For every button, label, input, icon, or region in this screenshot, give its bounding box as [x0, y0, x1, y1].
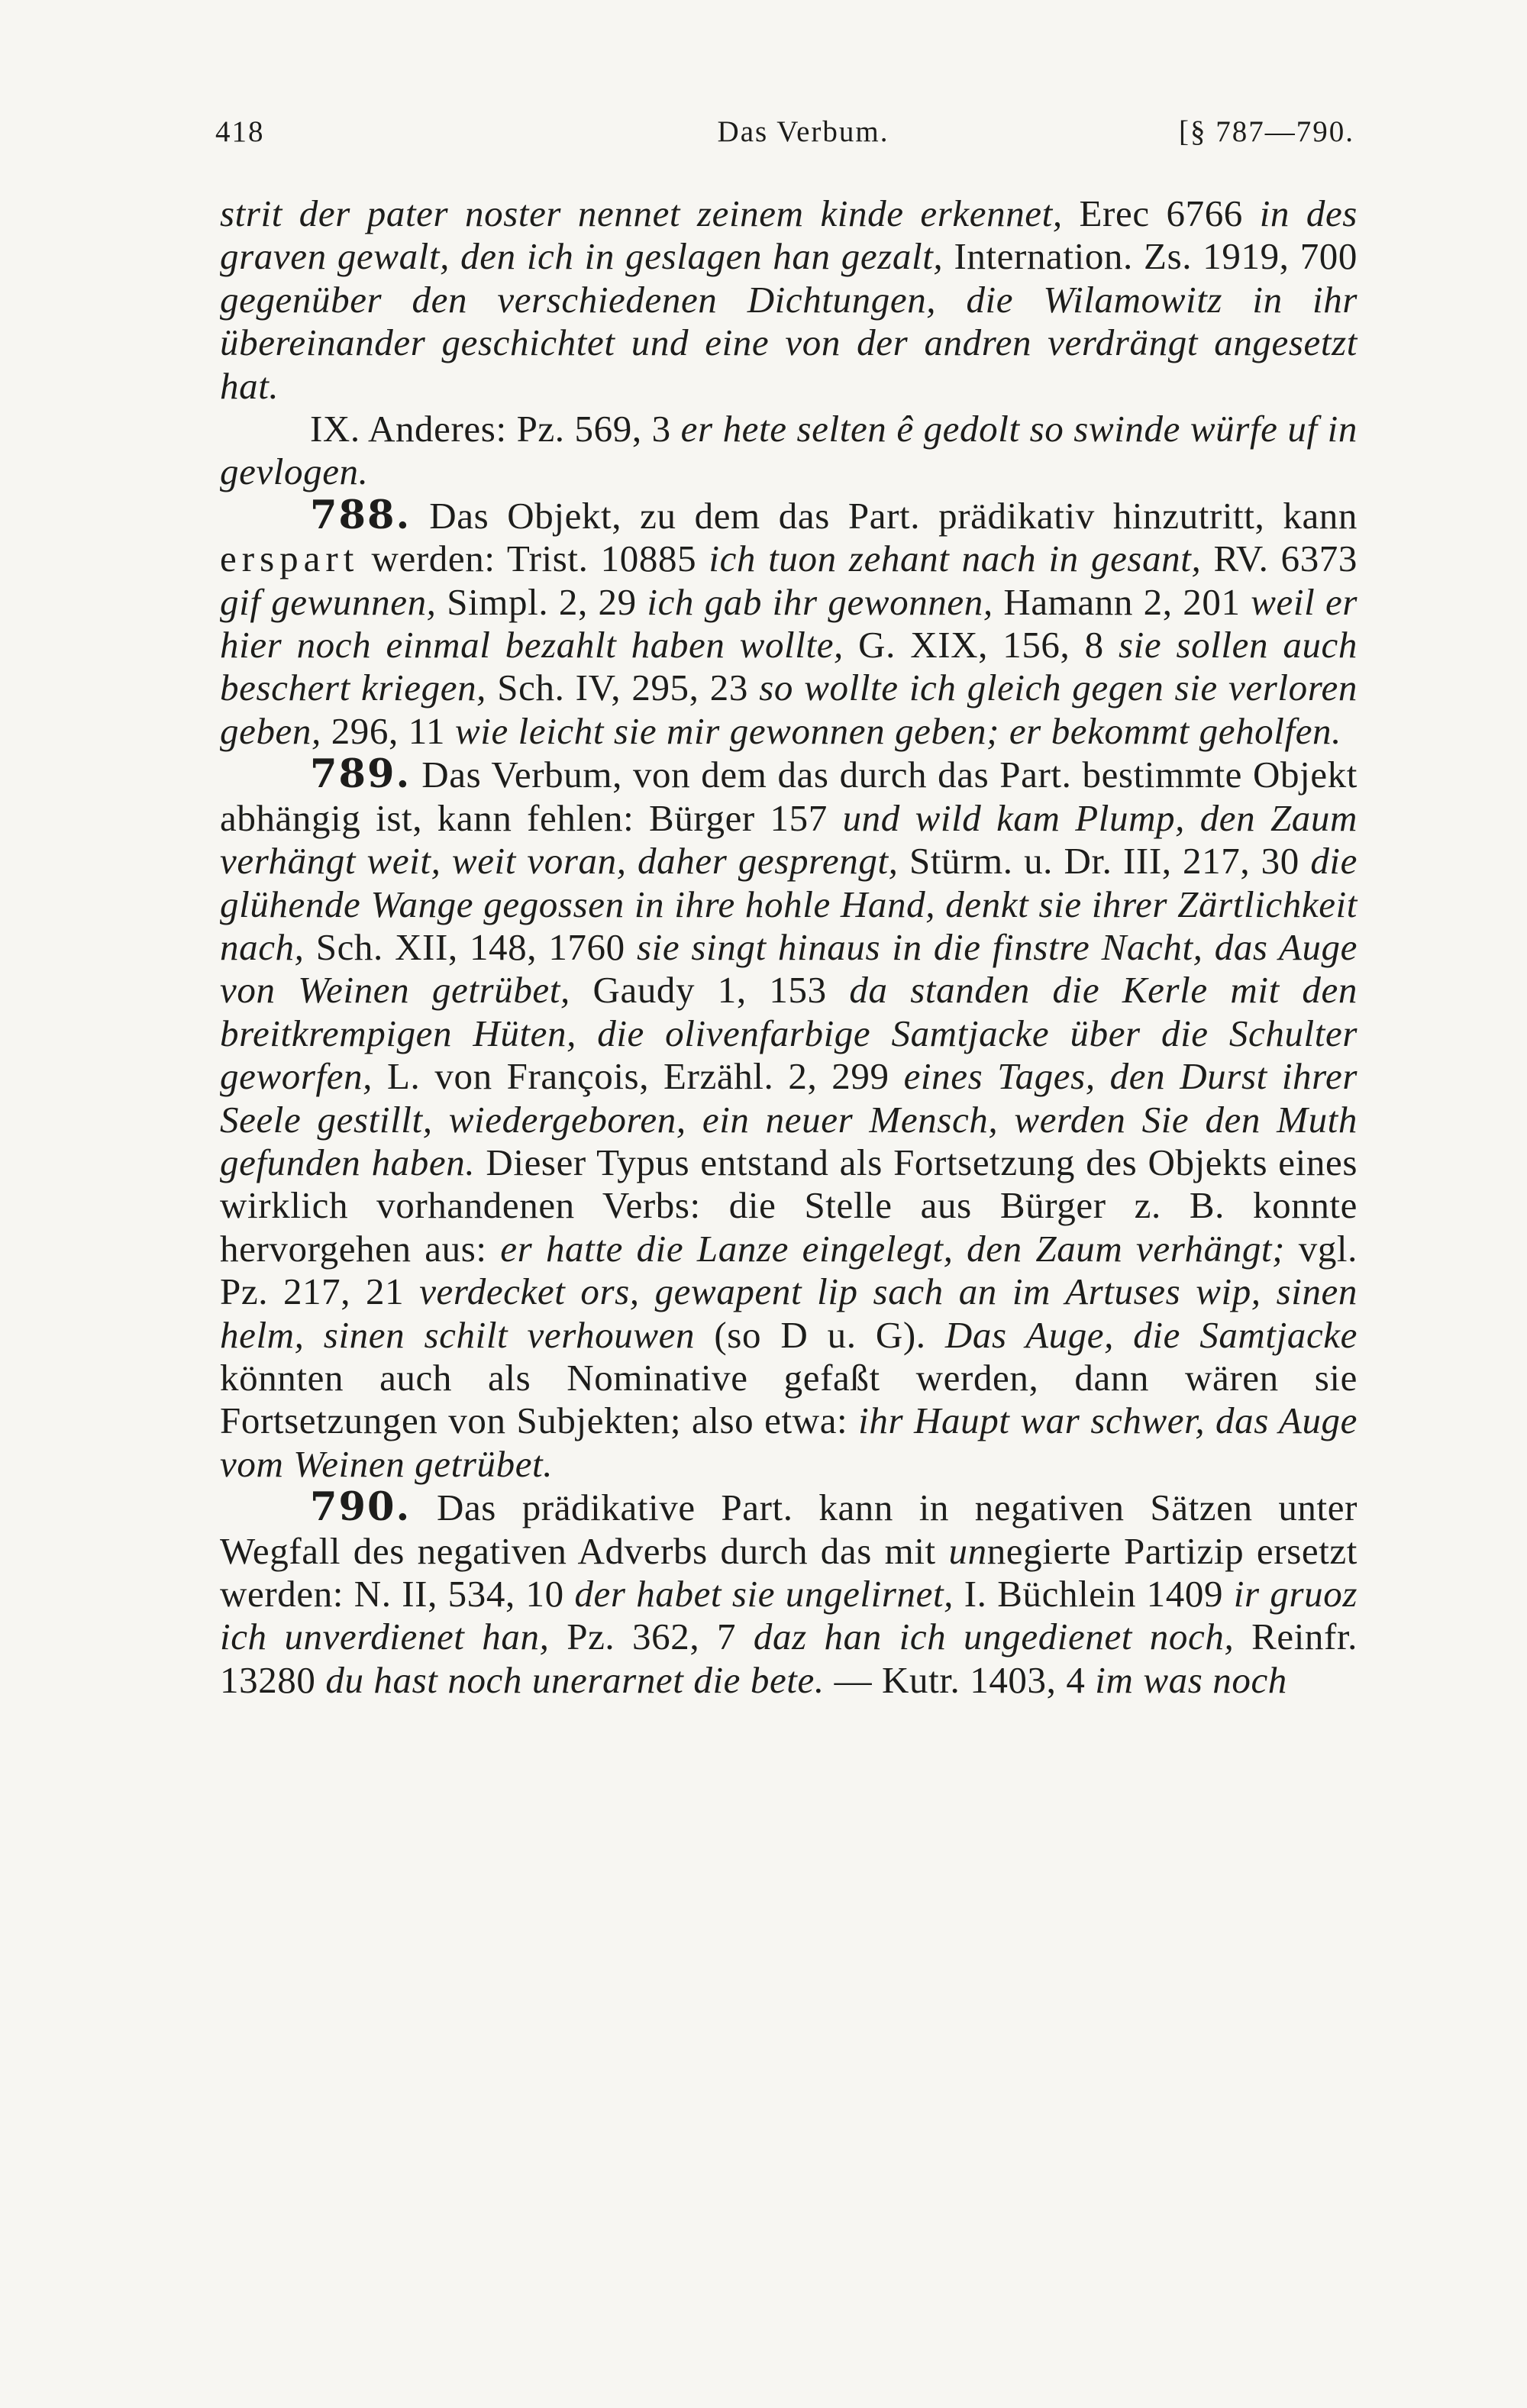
italic-quotation: gegenüber den verschiedenen Dichtungen, die Wilamowitz in ihr übereinander geschichtet und eine von der andren verdrängt angesetzt hat. — [220, 278, 1358, 407]
section-number: 789. — [310, 751, 412, 798]
italic-quotation: da standen die Kerle mit den breitkrempigen Hüten, die olivenfarbige Samtjacke über die Schulter geworfen, — [220, 969, 1358, 1098]
text-run: Internation. Zs. 1919, 700 — [943, 235, 1358, 278]
italic-quotation: im was noch — [1095, 1658, 1287, 1701]
italic-quotation: du hast noch unerarnet die bete. — [325, 1658, 825, 1701]
text-run: Dieser Typus entstand als Fortsetzung des Objekts eines wirklich vorhandenen Verbs: die Stelle aus Bürger z. B. konnte hervorgehen aus: — [220, 1141, 1358, 1270]
italic-quotation: ir gruoz ich unverdienet han, — [220, 1573, 1358, 1658]
text-run: I. Büchlein 1409 — [954, 1573, 1234, 1615]
text-run: Hamann 2, 201 — [993, 580, 1251, 623]
italic-quotation: strit der pater noster nennet zeinem kinde erkennet, — [220, 192, 1063, 234]
italic-quotation: eines Tages, den Durst ihrer Seele gestillt, wiedergeboren, ein neuer Mensch, werden Sie den Muth gefunden haben. — [220, 1055, 1358, 1183]
paragraph-790 — [220, 1486, 1358, 1702]
italic-quotation: die glühende Wange gegossen in ihre hohle Hand, denkt sie ihrer Zärtlichkeit nach, — [220, 840, 1358, 968]
text-run: (so D u. G). — [695, 1313, 945, 1356]
body-text — [220, 192, 1358, 1702]
text-run: Sch. XII, 148, 1760 — [304, 925, 637, 968]
italic-quotation: sie singt hinaus in die finstre Nacht, das Auge von Weinen getrübet, — [220, 925, 1358, 1012]
paragraph-789 — [220, 753, 1358, 1486]
italic-quotation: er hatte die Lanze eingelegt, den Zaum verhängt; — [500, 1227, 1286, 1270]
text-run: Erec 6766 — [1062, 192, 1260, 234]
text-run: Pz. 362, 7 — [549, 1616, 754, 1658]
italic-quotation: ihr Haupt war schwer, das Auge vom Weinen getrübet. — [220, 1399, 1358, 1485]
running-head — [215, 115, 1354, 160]
italic-quotation: und wild kam Plump, den Zaum verhängt weit, weit voran, daher gesprengt, — [220, 796, 1358, 883]
italic-quotation: Das Auge, die Samtjacke — [944, 1313, 1358, 1356]
paragraph-788 — [220, 494, 1358, 753]
paragraph-continuation — [220, 192, 1358, 408]
italic-quotation: er hete selten ê gedolt so swinde würfe uf in gevlogen. — [220, 408, 1358, 493]
text-run: Gaudy 1, 153 — [570, 969, 850, 1012]
italic-quotation: sie sollen auch beschert kriegen, — [220, 624, 1358, 709]
text-run: G. XIX, 156, 8 — [843, 624, 1119, 667]
text-run: RV. 6373 — [1201, 537, 1358, 580]
text-run: Stürm. u. Dr. III, 217, 30 — [898, 840, 1311, 883]
italic-quotation: wie leicht sie mir gewonnen geben; er bekommt geholfen. — [454, 709, 1342, 752]
italic-quotation: in des graven gewalt, den ich in geslagen han gezalt, — [220, 192, 1358, 278]
page-number: 418 — [215, 115, 265, 148]
italic-quotation: ich gab ihr gewonnen, — [647, 580, 993, 623]
text-run: Reinfr. 13280 — [220, 1616, 1358, 1701]
running-title: Das Verbum. — [717, 115, 889, 148]
section-number: 788. — [310, 492, 412, 538]
italic-quotation: verdecket ors, gewapent lip sach an im Artuses wip, sinen helm, sinen schilt verhouwen — [220, 1270, 1358, 1356]
text-run: Das Verbum, von dem das durch das Part. bestimmte Objekt abhängig ist, kann fehlen: Bürger 157 — [220, 754, 1358, 839]
emphasized-term: erspart — [220, 537, 360, 580]
text-run: negierte Partizip ersetzt werden: N. II, 534, 10 — [220, 1529, 1358, 1615]
paragraph-ix — [220, 408, 1358, 494]
text-run: Das Objekt, zu dem das Part. prädikativ hinzutritt, kann — [411, 494, 1358, 537]
section-number: 790. — [310, 1484, 412, 1531]
text-run: Simpl. 2, 29 — [436, 580, 647, 623]
text-run: Sch. IV, 295, 23 — [486, 667, 760, 709]
italic-quotation: der habet sie ungelirnet, — [574, 1573, 954, 1615]
italic-quotation: so wollte ich gleich gegen sie verloren geben, — [220, 667, 1358, 752]
text-run: könnten auch als Nominative gefaßt werden, dann wären sie Fortsetzungen von Subjekten; also etwa: — [220, 1356, 1358, 1442]
text-run: werden: Trist. 10885 — [359, 537, 709, 580]
italic-quotation: daz han ich ungedienet noch, — [753, 1616, 1235, 1658]
text-run: 296, 11 — [321, 709, 455, 752]
italic-quotation: gif gewunnen, — [220, 580, 437, 623]
text-run: IX. Anderes: Pz. 569, 3 — [310, 408, 681, 450]
text-run: Das prädikative Part. kann in negativen Sätzen unter Wegfall des negativen Adverbs durch das mit — [220, 1486, 1358, 1572]
italic-quotation: weil er hier noch einmal bezahlt haben wollte, — [220, 580, 1358, 667]
italic-quotation: un — [948, 1529, 987, 1572]
section-range: [§ 787—790. — [1179, 115, 1354, 148]
italic-quotation: ich tuon zehant nach in gesant, — [709, 537, 1202, 580]
text-run: vgl. Pz. 217, 21 — [220, 1227, 1358, 1313]
text-run: — Kutr. 1403, 4 — [824, 1658, 1096, 1701]
text-run: L. von François, Erzähl. 2, 299 — [373, 1055, 904, 1098]
